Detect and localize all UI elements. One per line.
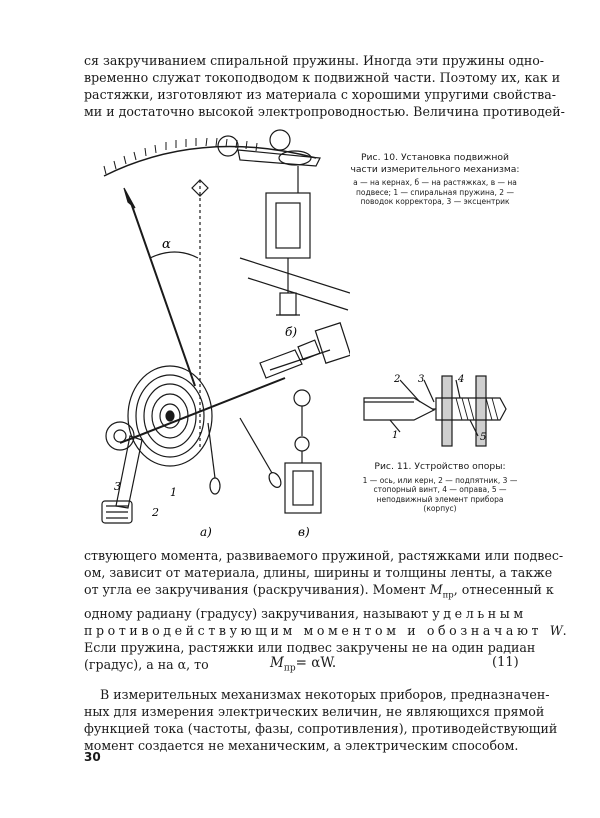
equation-number: (11) <box>492 655 519 670</box>
moment-subscript: пр <box>442 590 454 601</box>
text-line: Если пружина, растяжки или подвес закручены не на один радиан <box>84 639 536 655</box>
label-4: 4 <box>458 374 465 385</box>
figure-label-v: в) <box>298 525 310 539</box>
label-2: 2 <box>152 506 159 519</box>
page-number: 30 <box>84 750 101 764</box>
text-fragment: от угла ее закручивания (раскручивания). Момент <box>84 582 426 597</box>
figure-label-a: а) <box>200 525 212 539</box>
angle-label: α <box>162 237 171 252</box>
text-line: функцией тока (частоты, фазы, сопротивления), противодействующий <box>84 721 558 736</box>
figure-10-caption <box>350 152 520 207</box>
formula-rhs: = αW. <box>295 655 337 671</box>
paragraph-top <box>84 52 565 120</box>
text-line: (градус), а на α, то <box>84 656 209 672</box>
label-2: 2 <box>394 374 401 385</box>
text-line <box>84 581 554 605</box>
text-fragment: противодействующим моментом и обозначают <box>84 622 543 638</box>
label-1: 1 <box>170 486 177 499</box>
text-fragment: одному радиану (градусу) закручивания, называют <box>84 605 429 621</box>
label-5: 5 <box>480 432 487 443</box>
paragraph-bottom <box>84 686 558 754</box>
figure-11-illustration <box>360 372 520 452</box>
text-line: ствующего момента, развиваемого пружиной, растяжками или подвес- <box>84 548 564 563</box>
text-line: противодействующим моментом и обозначают W. <box>84 622 571 638</box>
text-line: растяжки, изготовляют из материала с хорошими упругими свойства- <box>84 87 556 102</box>
formula-11 <box>270 655 336 674</box>
label-3: 3 <box>418 374 425 385</box>
label-3: 3 <box>114 480 121 493</box>
figure-label-b: б) <box>285 325 298 339</box>
formula-subscript: пр <box>283 663 296 674</box>
figure-11-title: Рис. 11. Устройство опоры: <box>374 461 506 472</box>
text-line: момент создается не механическим, а электрическим способом. <box>84 738 519 753</box>
text-line <box>84 605 527 622</box>
formula-lhs: M <box>270 655 284 671</box>
text-line: ных для измерения электрических величин, не являющихся прямой <box>84 704 545 719</box>
text-line: ом, зависит от материала, длины, ширины и толщины ленты, а также <box>84 565 553 580</box>
figure-11-legend: 1 — ось, или керн, 2 — подпятник, 3 — стопорный винт, 4 — оправа, 5 — неподвижный элемент прибора (корпус) <box>362 475 518 513</box>
paragraph-middle <box>84 547 571 673</box>
figure-10-legend: а — на кернах, б — на растяжках, в — на подвесе; 1 — спиральная пружина, 2 — поводок корректора, 3 — эксцентрик <box>353 178 517 206</box>
moment-symbol: M <box>429 582 443 597</box>
figure-11-caption <box>362 461 518 514</box>
text-line: ся закручиванием спиральной пружины. Иногда эти пружины одно- <box>84 53 545 68</box>
w-symbol: W <box>549 622 563 638</box>
figure-10-illustration <box>80 118 350 543</box>
spaced-word: удельным <box>432 605 527 621</box>
text-line: ми и достаточно высокой электропроводностью. Величина противодей- <box>84 104 565 119</box>
label-1: 1 <box>392 430 399 441</box>
text-fragment: , отнесенный к <box>453 582 554 597</box>
text-line: временно служат токоподводом к подвижной части. Поэтому их, как и <box>84 70 561 85</box>
text-line: В измерительных механизмах некоторых приборов, предназначен- <box>100 687 550 702</box>
figure-10-title: Рис. 10. Установка подвижной части измерительного механизма: <box>350 152 520 175</box>
